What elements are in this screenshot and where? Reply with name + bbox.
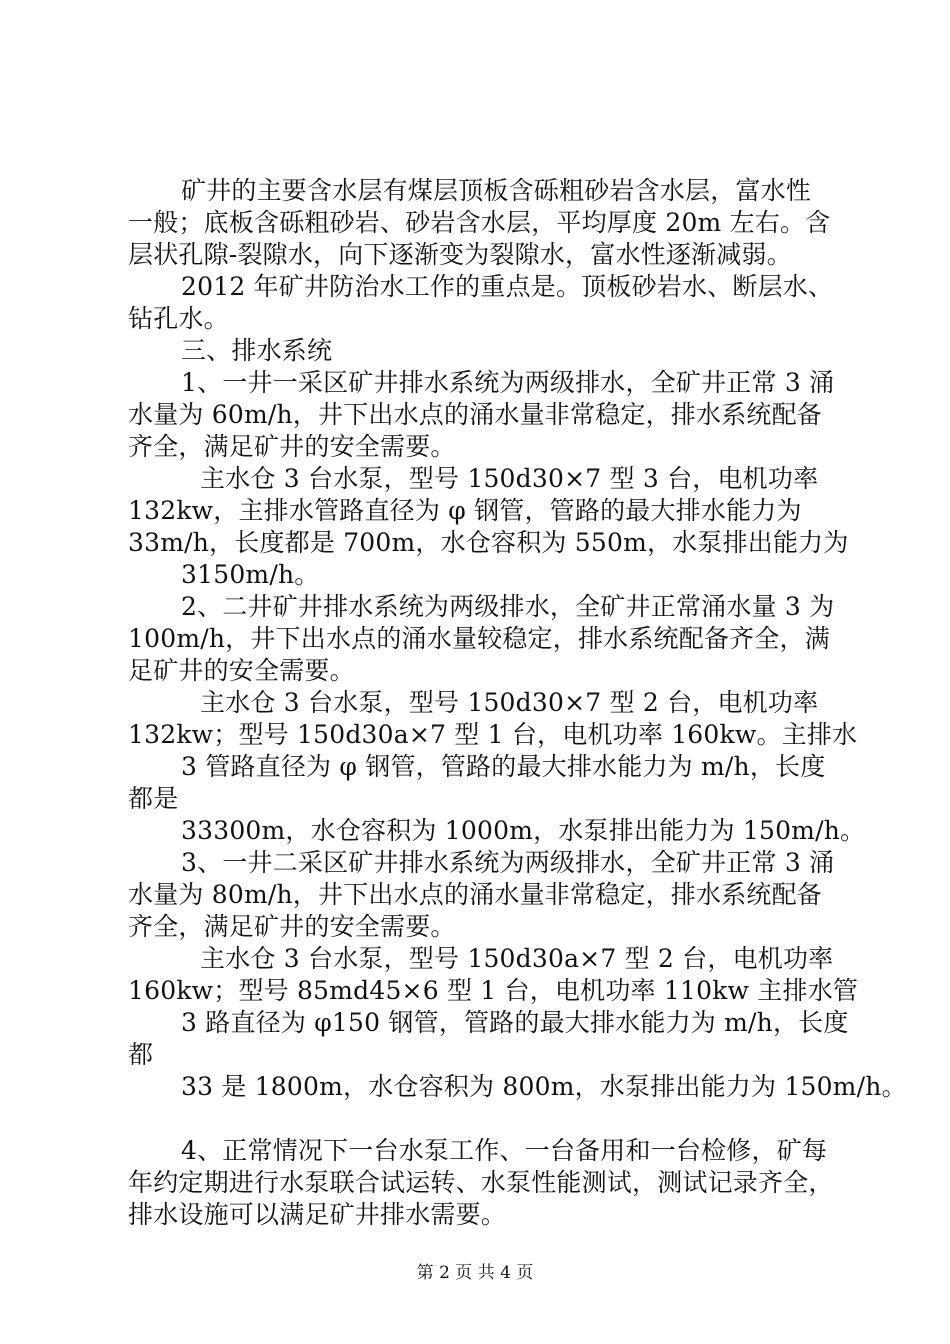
text-line: 齐全，满足矿井的安全需要。 <box>128 912 456 941</box>
section-heading: 三、排水系统 <box>181 336 333 365</box>
text-line: 足矿井的安全需要。 <box>128 656 355 685</box>
text-line: 2、二井矿井排水系统为两级排水，全矿井正常涌水量 3 为 <box>181 592 835 621</box>
text-line: 一般；底板含砾粗砂岩、砂岩含水层，平均厚度 20m 左右。含 <box>128 208 831 237</box>
text-line: 3、一井二采区矿井排水系统为两级排水，全矿井正常 3 涌 <box>181 848 835 877</box>
text-line: 33300m，水仓容积为 1000m，水泵排出能力为 150m/h。 <box>181 816 866 845</box>
text-line: 3 路直径为 φ150 钢管，管路的最大排水能力为 m/h，长度 <box>181 1008 849 1037</box>
text-line: 水量为 80m/h，井下出水点的涌水量非常稳定，排水系统配备 <box>128 880 822 909</box>
text-line: 都 <box>128 1040 154 1069</box>
text-line: 2012 年矿井防治水工作的重点是。顶板砂岩水、断层水、 <box>181 272 834 301</box>
text-line: 4、正常情况下一台水泵工作、一台备用和一台检修，矿每 <box>181 1136 828 1165</box>
page-number-footer: 第 2 页 共 4 页 <box>416 1263 534 1283</box>
text-line: 主水仓 3 台水泵，型号 150d30×7 型 3 台，电机功率 <box>200 464 819 493</box>
text-line: 钻孔水。 <box>128 304 229 333</box>
text-line: 齐全，满足矿井的安全需要。 <box>128 432 456 461</box>
text-line: 主水仓 3 台水泵，型号 150d30a×7 型 2 台，电机功率 <box>200 944 834 973</box>
text-line: 3150m/h。 <box>181 560 320 589</box>
text-line: 都是 <box>128 784 179 813</box>
text-line: 排水设施可以满足矿井排水需要。 <box>128 1200 507 1229</box>
text-line: 矿井的主要含水层有煤层顶板含砾粗砂岩含水层，富水性 <box>181 176 812 205</box>
text-line: 水量为 60m/h，井下出水点的涌水量非常稳定，排水系统配备 <box>128 400 822 429</box>
text-line: 132kw，主排水管路直径为 φ 钢管，管路的最大排水能力为 <box>128 496 802 525</box>
text-line: 132kw；型号 150d30a×7 型 1 台，电机功率 160kw。主排水 <box>128 720 858 749</box>
text-line: 年约定期进行水泵联合试运转、水泵性能测试，测试记录齐全， <box>128 1168 834 1197</box>
text-line: 层状孔隙-裂隙水，向下逐渐变为裂隙水，富水性逐渐减弱。 <box>128 240 792 269</box>
text-line: 100m/h，井下出水点的涌水量较稳定，排水系统配备齐全，满 <box>128 624 830 653</box>
text-line: 主水仓 3 台水泵，型号 150d30×7 型 2 台，电机功率 <box>200 688 819 717</box>
text-line: 1、一井一采区矿井排水系统为两级排水，全矿井正常 3 涌 <box>181 368 835 397</box>
text-line: 3 管路直径为 φ 钢管，管路的最大排水能力为 m/h，长度 <box>181 752 826 781</box>
text-line: 33m/h，长度都是 700m，水仓容积为 550m，水泵排出能力为 <box>128 528 849 557</box>
text-line: 33 是 1800m，水仓容积为 800m，水泵排出能力为 150m/h。 <box>181 1072 907 1101</box>
text-line: 160kw；型号 85md45×6 型 1 台，电机功率 110kw 主排水管 <box>128 976 859 1005</box>
